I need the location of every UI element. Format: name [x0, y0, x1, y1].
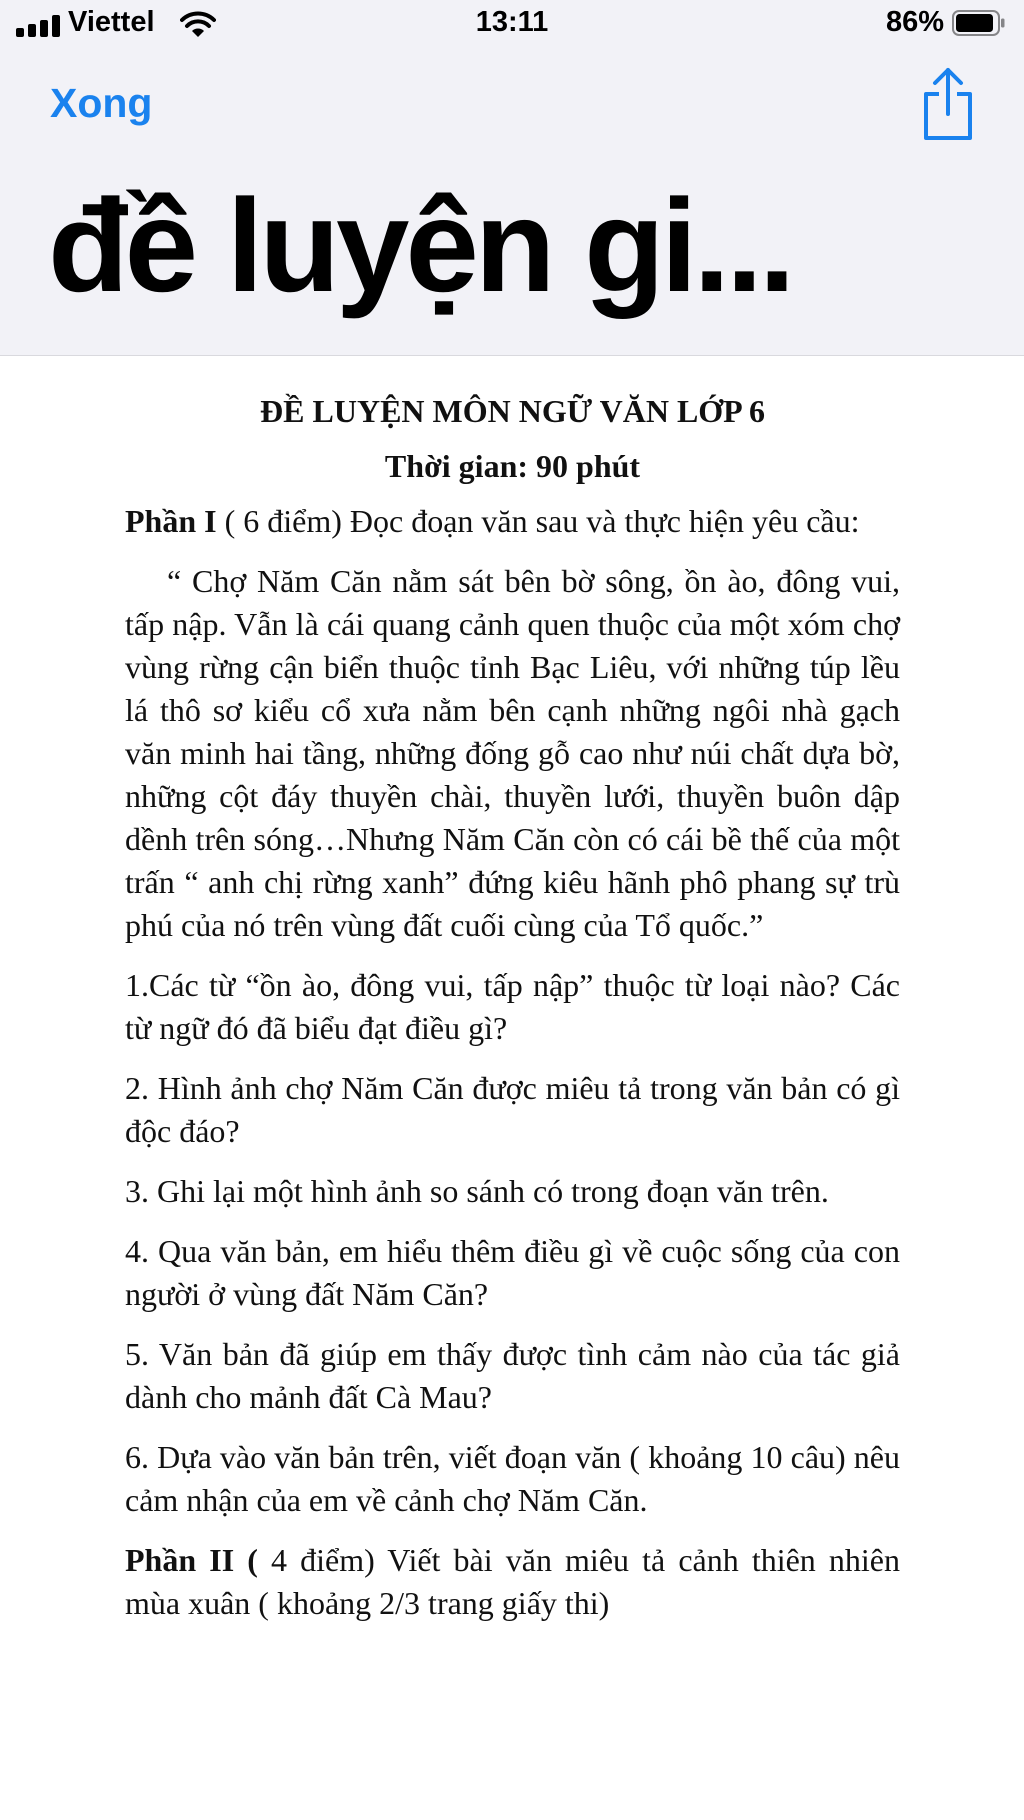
part1-label: Phần I	[125, 503, 217, 539]
document-content	[125, 390, 900, 1642]
question-6: 6. Dựa vào văn bản trên, viết đoạn văn ( khoảng 10 câu) nêu cảm nhận của em về cảnh chợ Năm Căn.	[125, 1439, 900, 1518]
part1-text: ( 6 điểm) Đọc đoạn văn sau và thực hiện yêu cầu:	[216, 503, 860, 539]
question-5: 5. Văn bản đã giúp em thấy được tình cảm nào của tác giả dành cho mảnh đất Cà Mau?	[125, 1336, 900, 1415]
part2-text: 4 điểm) Viết bài văn miêu tả cảnh thiên nhiên mùa xuân ( khoảng 2/3 trang giấy thi)	[125, 1542, 901, 1621]
header-area	[0, 0, 1024, 356]
battery-percentage: 86%	[885, 6, 944, 38]
part2-label: Phần II (	[125, 1542, 258, 1578]
document-title-heading: đề luyện gi...	[48, 172, 792, 319]
question-2: 2. Hình ảnh chợ Năm Căn được miêu tả trong văn bản có gì độc đáo?	[125, 1070, 900, 1149]
part2-instructions	[125, 1539, 900, 1625]
battery-icon	[952, 10, 1006, 36]
question-4: 4. Qua văn bản, em hiểu thêm điều gì về cuộc sống của con người ở vùng đất Năm Căn?	[125, 1233, 900, 1312]
done-button[interactable]: Xong	[50, 80, 153, 126]
part1-instructions	[125, 500, 900, 543]
question-1: 1.Các từ “ồn ào, đông vui, tấp nập” thuộc từ loại nào? Các từ ngữ đó đã biểu đạt điều gì?	[125, 967, 900, 1046]
status-time: 13:11	[475, 6, 549, 38]
exam-title: ĐỀ LUYỆN MÔN NGỮ VĂN LỚP 6	[260, 393, 765, 429]
status-bar	[0, 0, 1024, 50]
share-icon[interactable]	[920, 66, 976, 142]
question-3: 3. Ghi lại một hình ảnh so sánh có trong đoạn văn trên.	[125, 1173, 829, 1209]
carrier-name: Viettel	[68, 6, 155, 38]
exam-duration: Thời gian: 90 phút	[384, 448, 641, 484]
reading-passage: “ Chợ Năm Căn nằm sát bên bờ sông, ồn ào, đông vui, tấp nập. Vẫn là cái quang cảnh quen thuộc của một xóm chợ vùng rừng cận biển thuộc tỉnh Bạc Liêu, với những túp lều lá thô sơ kiểu cổ xưa nằm bên cạnh những ngôi nhà gạch văn minh hai tầng, những đống gỗ cao như núi chất dựa bờ, những cột đáy thuyền chài, thuyền lưới, thuyền buôn dập dềnh trên sóng…Nhưng Năm Căn còn có cái bề thế của một trấn “ anh chị rừng xanh” đứng kiêu hãnh phô phang sự trù phú của nó trên vùng đất cuối cùng của Tổ quốc.”	[125, 563, 900, 943]
